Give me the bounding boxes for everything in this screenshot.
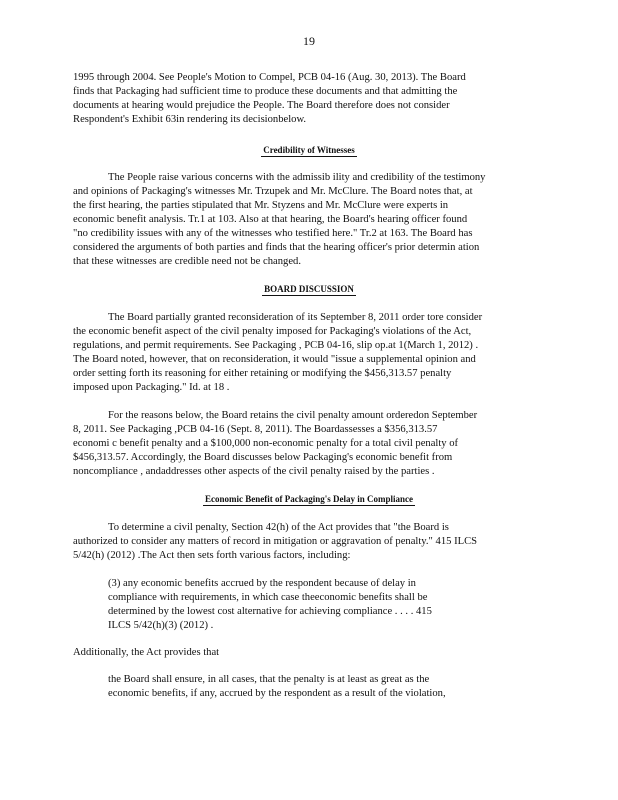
- paragraph-line: Additionally, the Act provides that: [73, 647, 220, 658]
- block-quote-line: ILCS 5/42(h)(3) (2012) .: [108, 620, 214, 631]
- paragraph-line: considered the arguments of both parties and finds that the hearing officer's prior determin ation: [73, 242, 480, 253]
- page-number: 19: [303, 34, 315, 48]
- paragraph-line: The People raise various concerns with the admissib ility and credibility of the testimony: [108, 172, 486, 183]
- block-quote-line: compliance with requirements, in which case theeconomic benefits shall be: [108, 592, 428, 603]
- paragraph-line: For the reasons below, the Board retains the civil penalty amount orderedon September: [108, 410, 478, 421]
- paragraph-line: 5/42(h) (2012) .The Act then sets forth various factors, including:: [73, 550, 351, 561]
- block-quote-line: the Board shall ensure, in all cases, that the penalty is at least as great as the: [108, 674, 430, 685]
- paragraph-line: imposed upon Packaging." Id. at 18 .: [73, 382, 230, 393]
- paragraph-line: Respondent's Exhibit 63in rendering its decisionbelow.: [73, 114, 307, 125]
- section-heading-economic-benefit: Economic Benefit of Packaging's Delay in Compliance: [205, 494, 413, 504]
- paragraph-line: noncompliance , andaddresses other aspects of the civil penalty raised by the parties .: [73, 466, 435, 477]
- section-heading-credibility: Credibility of Witnesses: [263, 145, 355, 155]
- paragraph-line: the first hearing, the parties stipulated that Mr. Styzens and Mr. McClure were experts in: [73, 200, 449, 211]
- paragraph-line: $456,313.57. Accordingly, the Board discusses below Packaging's economic benefit from: [73, 452, 453, 463]
- paragraph-line: To determine a civil penalty, Section 42(h) of the Act provides that "the Board is: [108, 522, 449, 533]
- paragraph-line: economic benefit analysis. Tr.1 at 103. Also at that hearing, the Board's hearing officer found: [73, 214, 468, 225]
- paragraph-line: 1995 through 2004. See People's Motion to Compel, PCB 04-16 (Aug. 30, 2013). The Board: [73, 72, 466, 83]
- paragraph-line: The Board partially granted reconsideration of its September 8, 2011 order tore consider: [108, 312, 483, 323]
- paragraph-line: and opinions of Packaging's witnesses Mr. Trzupek and Mr. McClure. The Board notes that, at: [73, 186, 473, 197]
- paragraph-line: documents at hearing would prejudice the People. The Board therefore does not consider: [73, 100, 450, 111]
- block-quote-line: (3) any economic benefits accrued by the respondent because of delay in: [108, 578, 416, 589]
- paragraph-line: "no credibility issues with any of the witnesses who testified here." Tr.2 at 163. The Board has: [73, 228, 473, 239]
- section-heading-board-discussion: BOARD DISCUSSION: [264, 284, 354, 294]
- block-quote-line: economic benefits, if any, accrued by the respondent as a result of the violation,: [108, 688, 446, 699]
- paragraph-line: authorized to consider any matters of record in mitigation or aggravation of penalty." 415 ILCS: [73, 536, 478, 547]
- paragraph-line: 8, 2011. See Packaging ,PCB 04-16 (Sept. 8, 2011). The Boardassesses a $356,313.57: [73, 424, 438, 435]
- paragraph-line: regulations, and permit requirements. See Packaging , PCB 04-16, slip op.at 1(March 1, 2012) .: [73, 340, 479, 351]
- paragraph-line: that these witnesses are credible need not be changed.: [73, 256, 301, 267]
- paragraph-line: the economic benefit aspect of the civil penalty imposed for Packaging's violations of the Act,: [73, 326, 472, 337]
- paragraph-line: finds that Packaging had sufficient time to produce these documents and that admitting the: [73, 86, 458, 97]
- paragraph-line: order setting forth its reasoning for either retaining or modifying the $456,313.57 penalty: [73, 368, 452, 379]
- block-quote-line: determined by the lowest cost alternative for achieving compliance . . . . 415: [108, 606, 432, 617]
- paragraph-line: The Board noted, however, that on reconsideration, it would "issue a supplemental opinion and: [73, 354, 476, 365]
- paragraph-line: economi c benefit penalty and a $100,000 non-economic penalty for a total civil penalty of: [73, 438, 459, 449]
